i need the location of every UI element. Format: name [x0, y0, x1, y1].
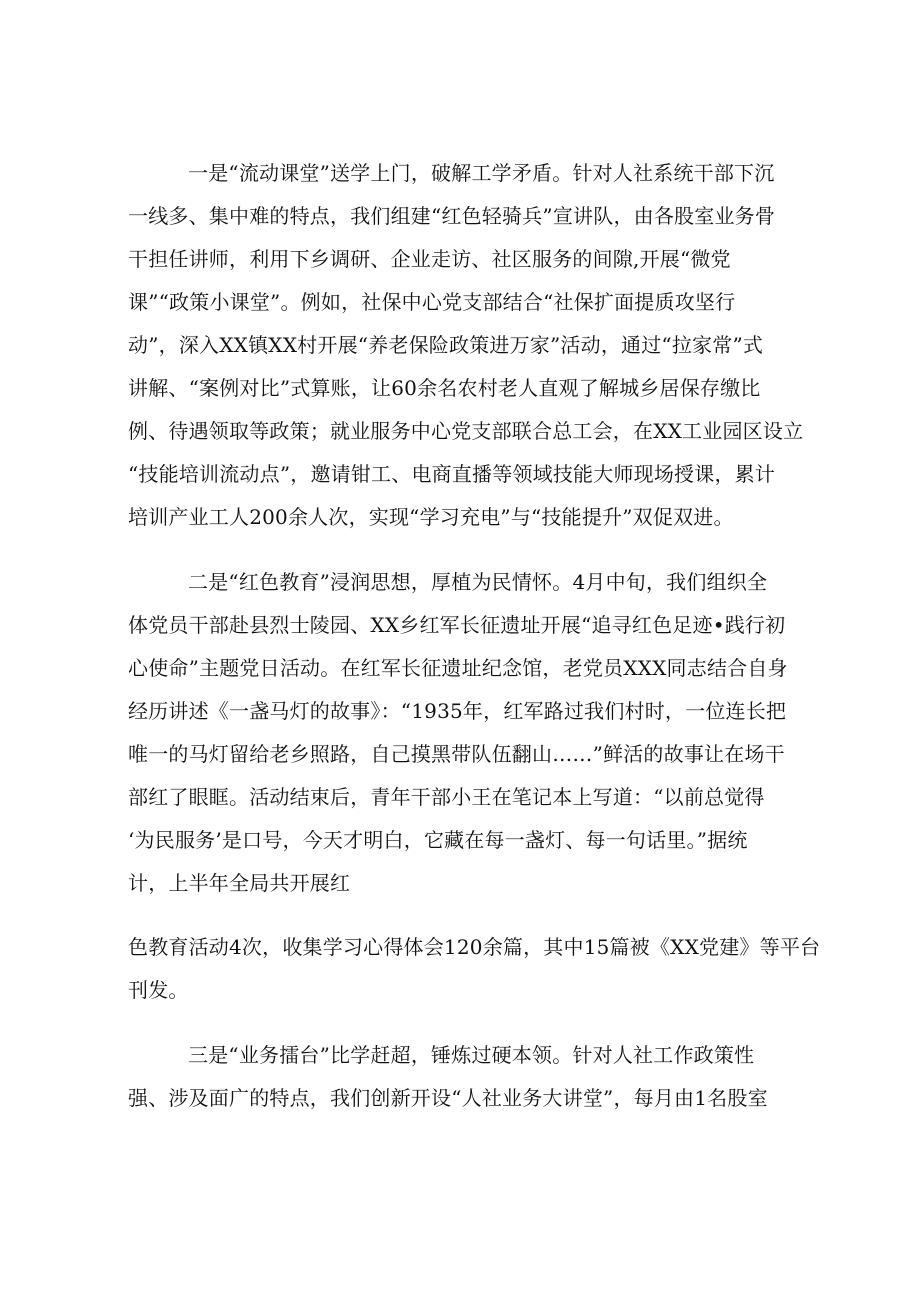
- paragraph-1-line-1: 一是“流动课堂”送学上门，破解工学矛盾。针对人社系统干部下沉: [188, 161, 775, 185]
- paragraph-2-line-1: 二是“红色教育”浸润思想，厚植为民情怀。4月中旬，我们组织全: [188, 570, 768, 594]
- paragraph-1-line-6: 讲解、“案例对比”式算账，让60余名农村老人直观了解城乡居保存缴比: [128, 376, 761, 400]
- paragraph-3-line-2: 强、涉及面广的特点，我们创新开设“人社业务大讲堂”，每月由1名股室: [128, 1086, 768, 1110]
- paragraph-3-line-1: 三是“业务擂台”比学赶超，锤炼过硬本领。针对人社工作政策性: [188, 1043, 755, 1067]
- paragraph-1-line-8: “技能培训流动点”，邀请钳工、电商直播等领域技能大师现场授课，累计: [128, 462, 776, 486]
- paragraph-2-line-7: ‘为民服务’是口号，今天才明白，它藏在每一盏灯、每一句话里。”据统: [128, 828, 748, 852]
- paragraph-2-line-6: 部红了眼眶。活动结束后，青年干部小王在笔记本上写道：“以前总觉得: [128, 785, 765, 809]
- paragraph-2-line-9: 色教育活动4次，收集学习心得体会120余篇，其中15篇被《XX党建》等平台: [128, 935, 821, 959]
- paragraph-1-line-3: 干担任讲师，利用下乡调研、企业走访、社区服务的间隙,开展“微党: [128, 247, 731, 271]
- paragraph-1-line-4: 课”“政策小课堂”。例如，社保中心党支部结合“社保扩面提质攻坚行: [128, 290, 736, 314]
- paragraph-1-line-5: 动”，深入XX镇XX村开展“养老保险政策进万家”活动，通过“拉家常”式: [128, 333, 764, 357]
- paragraph-2-line-4: 经历讲述《一盏马灯的故事》：“1935年，红军路过我们村时，一位连长把: [128, 699, 787, 723]
- paragraph-1-line-9: 培训产业工人200余人次，实现“学习充电”与“技能提升”双促双进。: [128, 505, 734, 529]
- paragraph-2-line-3: 心使命”主题党日活动。在红军长征遗址纪念馆，老党员XXX同志结合自身: [128, 656, 788, 680]
- paragraph-2-line-8: 计，上半年全局共开展红: [128, 871, 351, 895]
- paragraph-1-line-2: 一线多、集中难的特点，我们组建“红色轻骑兵”宣讲队，由各股室业务骨: [128, 204, 776, 228]
- paragraph-2-line-10: 刊发。: [128, 978, 189, 1002]
- paragraph-2-line-2: 体党员干部赴县烈士陵园、XX乡红军长征遗址开展“追寻红色足迹•践行初: [128, 613, 786, 637]
- paragraph-1-line-7: 例、待遇领取等政策；就业服务中心党支部联合总工会，在XX工业园区设立: [128, 419, 804, 443]
- paragraph-2-line-5: 唯一的马灯留给老乡照路，自己摸黑带队伍翻山……”鲜活的故事让在场干: [128, 742, 785, 766]
